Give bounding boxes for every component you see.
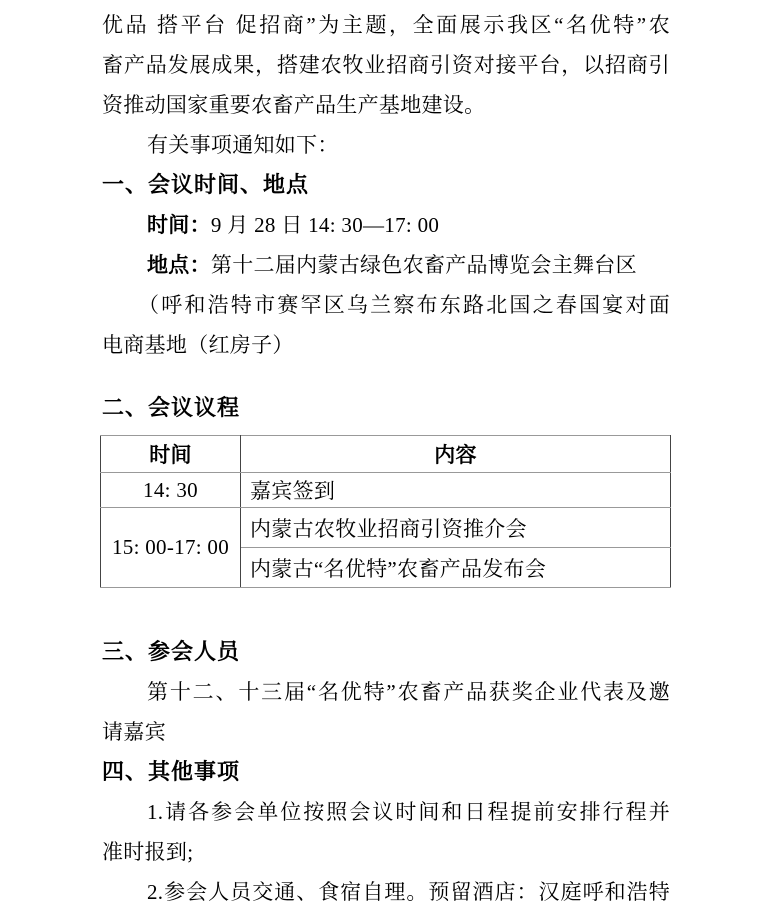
time-value: 9 月 28 日 14: 30—17: 00 (210, 213, 440, 237)
intro-line: 畜产品发展成果，搭建农牧业招商引资对接平台，以招商引 (102, 53, 670, 77)
place-line (102, 245, 670, 285)
intro-line: 资推动国家重要农畜产品生产基地建设。 (102, 93, 486, 117)
attendees-line: 第十二、十三届“名优特”农畜产品获奖企业代表及邀 (147, 680, 670, 704)
agenda-header-content: 内容 (241, 436, 671, 473)
table-row (101, 508, 671, 548)
item1-line: 准时报到; (102, 840, 194, 864)
section2 (102, 388, 670, 428)
attendees-line: 请嘉宾 (102, 720, 166, 744)
item2-line: 2.参会人员交通、食宿自理。预留酒店：汉庭呼和浩特 (147, 880, 670, 904)
intro-and-section1 (102, 5, 670, 365)
agenda-cell-time-merged: 15: 00-17: 00 (101, 508, 241, 588)
notice-line: 有关事项通知如下： (147, 133, 339, 157)
item1-line: 1.请各参会单位按照会议时间和日程提前安排行程并 (147, 800, 670, 824)
intro-line: 优品 搭平台 促招商”为主题，全面展示我区“名优特”农 (102, 13, 670, 37)
place-label: 地点： (147, 253, 211, 277)
agenda-table (100, 435, 671, 588)
section-heading-3: 三、参会人员 (102, 639, 241, 664)
section3-and-section4 (102, 632, 670, 912)
agenda-header-time: 时间 (101, 436, 241, 473)
section-heading-1: 一、会议时间、地点 (102, 172, 310, 197)
table-row (101, 473, 671, 508)
agenda-cell-time: 14: 30 (101, 473, 241, 508)
section-heading-2: 二、会议议程 (102, 395, 241, 420)
time-label: 时间： (147, 213, 211, 237)
section-heading-4: 四、其他事项 (102, 759, 241, 784)
agenda-header-row (101, 436, 671, 473)
place-detail-line: 电商基地（红房子） (102, 333, 294, 357)
place-detail-line: （呼和浩特市赛罕区乌兰察布东路北国之春国宴对面 (138, 293, 670, 317)
agenda-table-wrap (100, 435, 671, 588)
agenda-cell-content: 内蒙古“名优特”农畜产品发布会 (241, 548, 671, 588)
agenda-cell-content: 内蒙古农牧业招商引资推介会 (241, 508, 671, 548)
place-value: 第十二届内蒙古绿色农畜产品博览会主舞台区 (210, 253, 637, 277)
agenda-cell-content: 嘉宾签到 (241, 473, 671, 508)
time-line (102, 205, 670, 245)
